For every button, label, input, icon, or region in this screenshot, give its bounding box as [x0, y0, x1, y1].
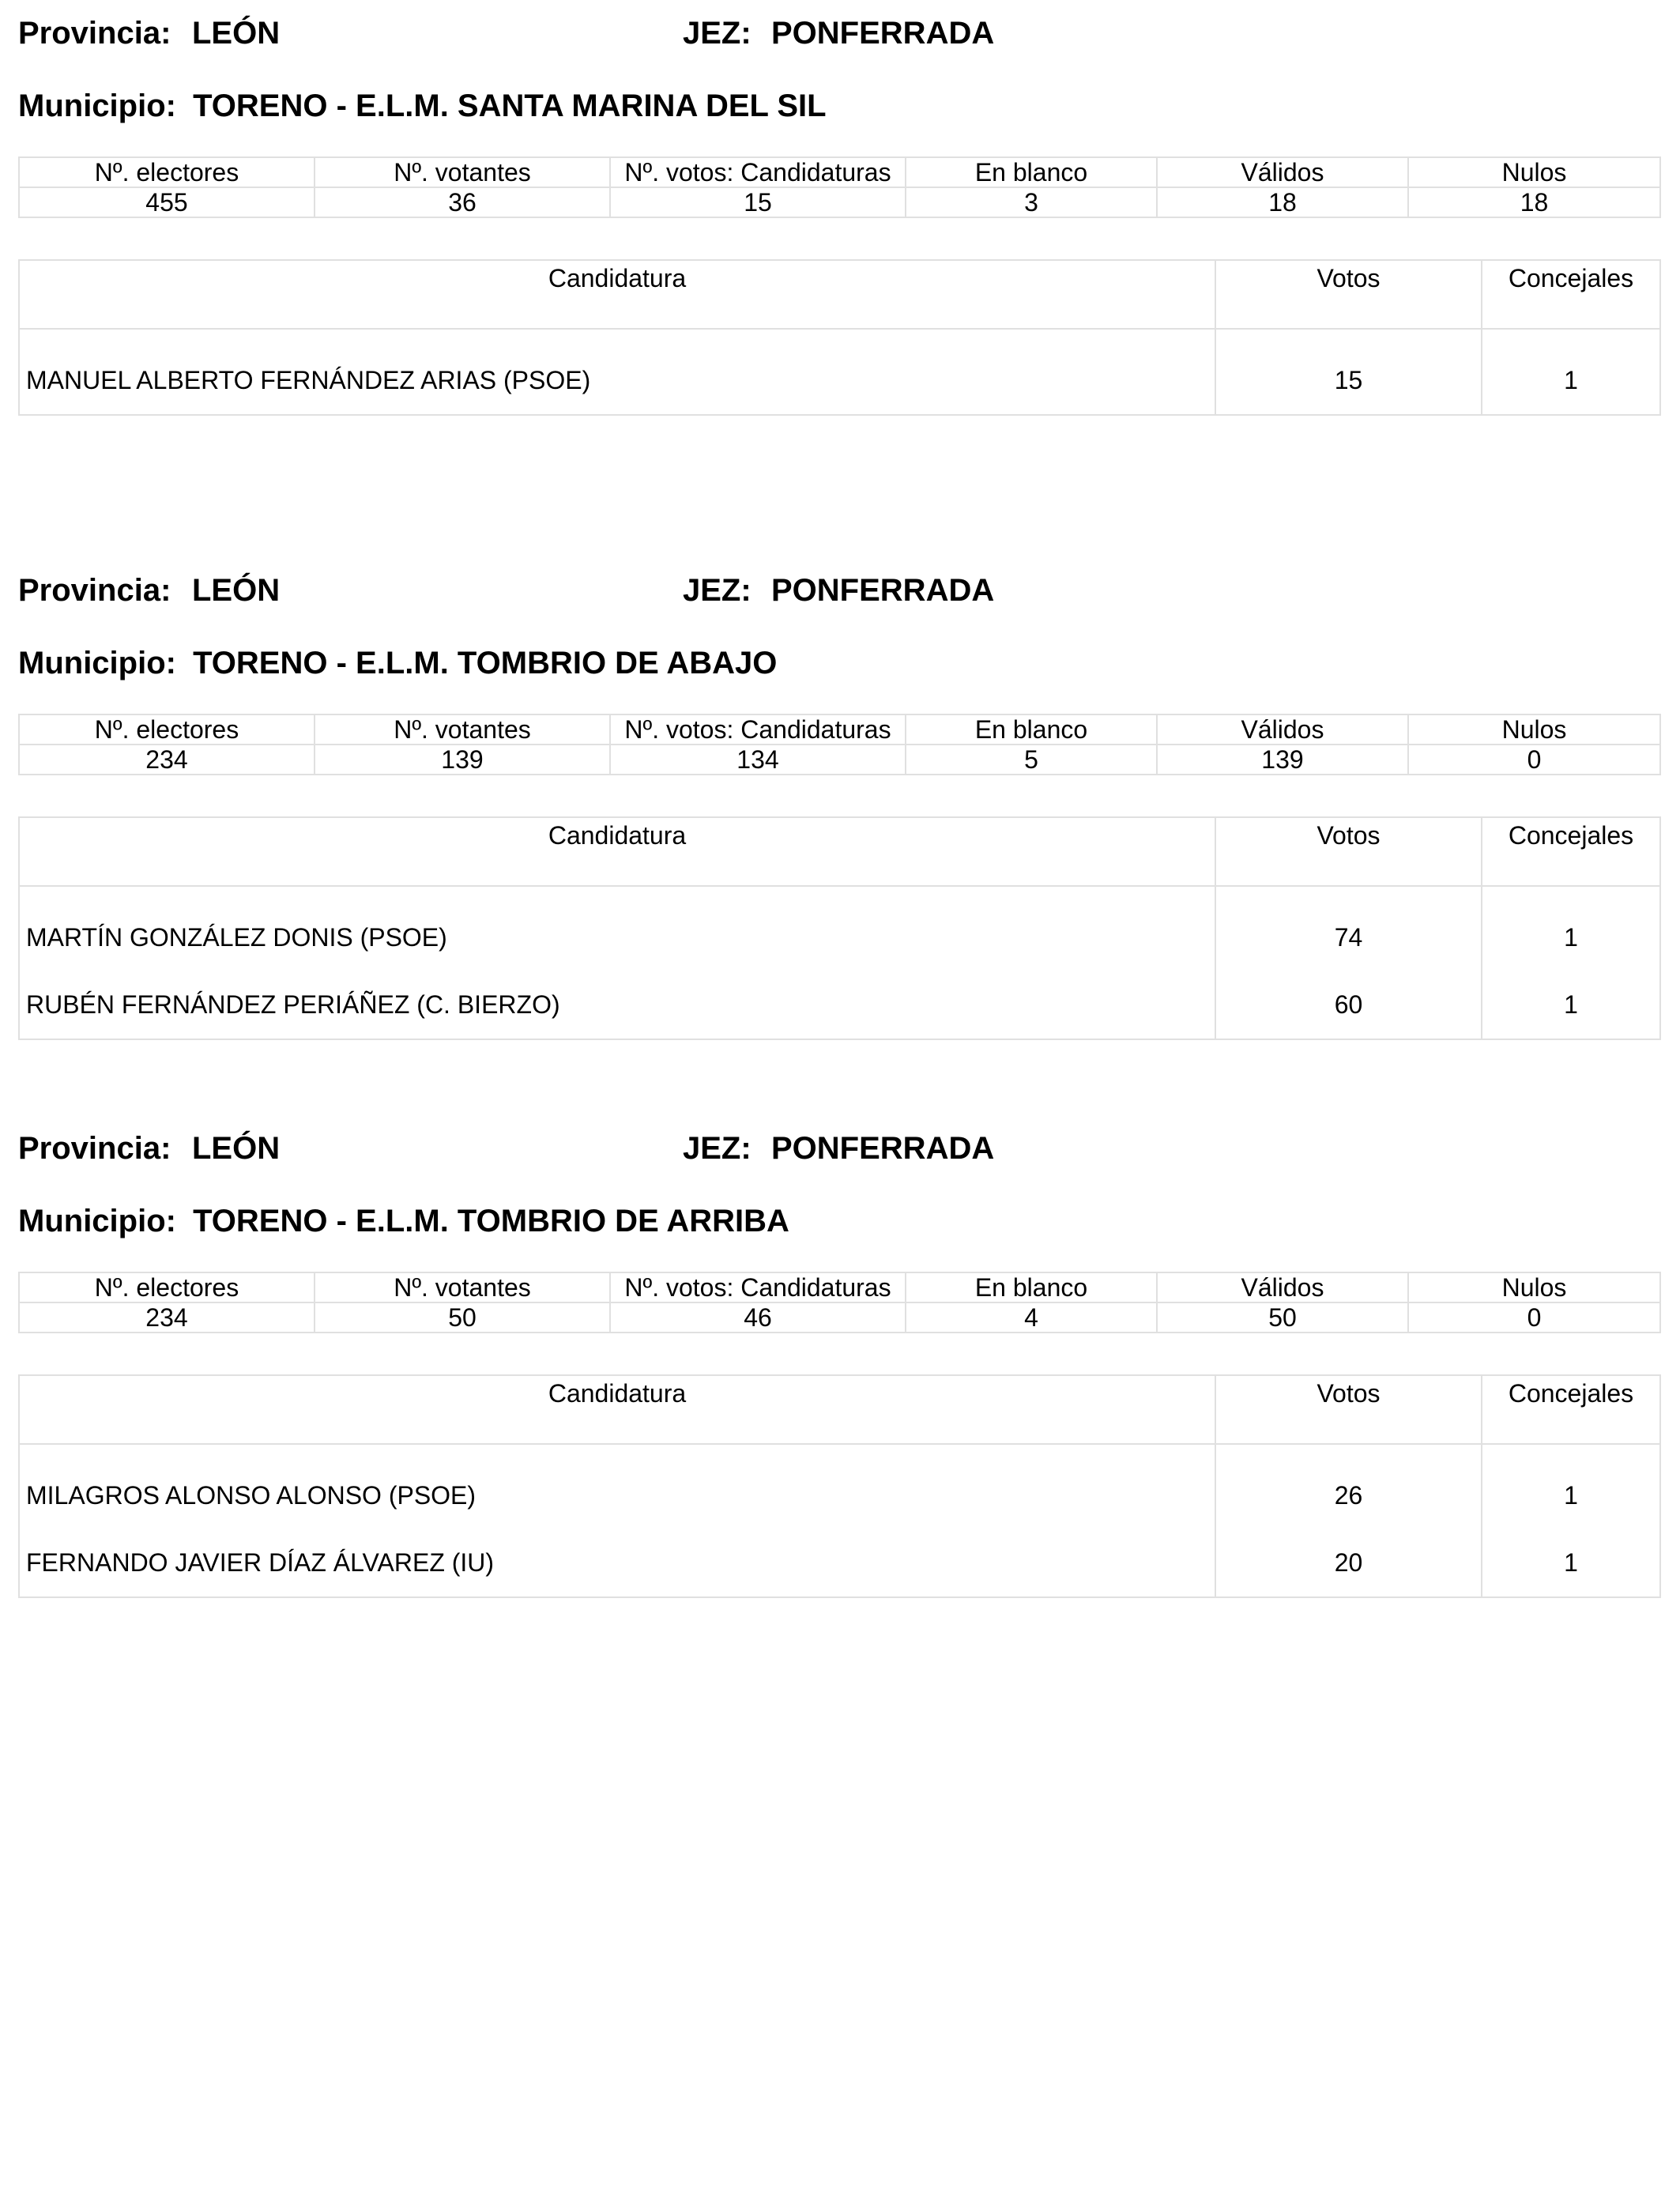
municipio-label: Municipio: — [18, 1204, 176, 1238]
candidate-concejales: 1 — [1482, 1444, 1660, 1529]
municipio-value: TORENO - E.L.M. TOMBRIO DE ARRIBA — [193, 1204, 789, 1238]
stats-header-candidaturas: Nº. votos: Candidaturas — [610, 157, 906, 187]
stats-value-row — [19, 745, 1660, 775]
stats-value-validos: 18 — [1157, 187, 1408, 217]
provincia-label: Provincia: — [18, 573, 171, 608]
provincia-value: LEÓN — [192, 573, 281, 608]
municipio-line — [18, 646, 777, 681]
candidate-row — [19, 1529, 1660, 1597]
candidate-votos: 74 — [1215, 886, 1482, 971]
stats-value-votantes: 50 — [315, 1302, 610, 1333]
provincia-label: Provincia: — [18, 16, 171, 51]
header-line — [18, 1131, 1659, 1178]
provincia-value: LEÓN — [192, 16, 281, 51]
stats-value-validos: 139 — [1157, 745, 1408, 775]
jez-value: PONFERRADA — [771, 573, 995, 608]
stats-value-votantes: 139 — [315, 745, 610, 775]
stats-value-blanco: 3 — [906, 187, 1157, 217]
stats-value-nulos: 0 — [1408, 1302, 1660, 1333]
stats-header-nulos: Nulos — [1408, 714, 1660, 745]
candidates-header-row — [19, 1375, 1660, 1444]
candidate-votos: 60 — [1215, 971, 1482, 1039]
jez-value: PONFERRADA — [771, 16, 995, 51]
votos-header: Votos — [1215, 260, 1482, 329]
stats-header-electores: Nº. electores — [19, 1272, 315, 1302]
municipio-value: TORENO - E.L.M. SANTA MARINA DEL SIL — [193, 89, 827, 123]
stats-value-candidaturas: 46 — [610, 1302, 906, 1333]
stats-header-row — [19, 714, 1660, 745]
stats-value-row — [19, 187, 1660, 217]
concejales-header: Concejales — [1482, 817, 1660, 886]
candidate-row — [19, 971, 1660, 1039]
stats-header-blanco: En blanco — [906, 157, 1157, 187]
stats-header-votantes: Nº. votantes — [315, 157, 610, 187]
municipio-label: Municipio: — [18, 646, 176, 680]
candidatura-header: Candidatura — [19, 260, 1215, 329]
stats-value-electores: 455 — [19, 187, 315, 217]
stats-header-row — [19, 1272, 1660, 1302]
candidate-concejales: 1 — [1482, 971, 1660, 1039]
stats-header-blanco: En blanco — [906, 714, 1157, 745]
stats-value-nulos: 0 — [1408, 745, 1660, 775]
jez-label: JEZ: — [683, 573, 751, 608]
concejales-header: Concejales — [1482, 260, 1660, 329]
votos-header: Votos — [1215, 817, 1482, 886]
provincia-label: Provincia: — [18, 1131, 171, 1166]
candidate-row — [19, 886, 1660, 971]
candidate-votos: 26 — [1215, 1444, 1482, 1529]
candidates-table — [18, 259, 1661, 416]
candidate-row — [19, 1444, 1660, 1529]
candidate-concejales: 1 — [1482, 886, 1660, 971]
header-line — [18, 573, 1659, 620]
stats-header-candidaturas: Nº. votos: Candidaturas — [610, 714, 906, 745]
stats-value-electores: 234 — [19, 745, 315, 775]
candidates-header-row — [19, 260, 1660, 329]
candidate-name: MILAGROS ALONSO ALONSO (PSOE) — [19, 1444, 1215, 1529]
stats-header-votantes: Nº. votantes — [315, 714, 610, 745]
stats-header-validos: Válidos — [1157, 1272, 1408, 1302]
stats-header-nulos: Nulos — [1408, 1272, 1660, 1302]
candidate-concejales: 1 — [1482, 329, 1660, 415]
candidate-name: MARTÍN GONZÁLEZ DONIS (PSOE) — [19, 886, 1215, 971]
provincia-value: LEÓN — [192, 1131, 281, 1166]
candidate-name: MANUEL ALBERTO FERNÁNDEZ ARIAS (PSOE) — [19, 329, 1215, 415]
stats-value-candidaturas: 15 — [610, 187, 906, 217]
municipio-line — [18, 89, 827, 124]
stats-value-electores: 234 — [19, 1302, 315, 1333]
stats-header-votantes: Nº. votantes — [315, 1272, 610, 1302]
header-line — [18, 16, 1659, 63]
candidate-votos: 20 — [1215, 1529, 1482, 1597]
municipio-line — [18, 1204, 789, 1239]
candidates-table — [18, 816, 1661, 1040]
stats-value-blanco: 5 — [906, 745, 1157, 775]
candidates-table — [18, 1374, 1661, 1598]
stats-table — [18, 1272, 1661, 1333]
stats-header-nulos: Nulos — [1408, 157, 1660, 187]
stats-table — [18, 156, 1661, 218]
stats-header-electores: Nº. electores — [19, 157, 315, 187]
stats-value-candidaturas: 134 — [610, 745, 906, 775]
concejales-header: Concejales — [1482, 1375, 1660, 1444]
stats-value-nulos: 18 — [1408, 187, 1660, 217]
candidate-name: RUBÉN FERNÁNDEZ PERIÁÑEZ (C. BIERZO) — [19, 971, 1215, 1039]
stats-header-blanco: En blanco — [906, 1272, 1157, 1302]
stats-header-validos: Válidos — [1157, 714, 1408, 745]
candidate-row — [19, 329, 1660, 415]
jez-label: JEZ: — [683, 1131, 751, 1166]
stats-header-row — [19, 157, 1660, 187]
votos-header: Votos — [1215, 1375, 1482, 1444]
jez-label: JEZ: — [683, 16, 751, 51]
stats-value-votantes: 36 — [315, 187, 610, 217]
stats-value-blanco: 4 — [906, 1302, 1157, 1333]
stats-table — [18, 714, 1661, 775]
candidate-votos: 15 — [1215, 329, 1482, 415]
stats-value-row — [19, 1302, 1660, 1333]
candidatura-header: Candidatura — [19, 1375, 1215, 1444]
candidate-concejales: 1 — [1482, 1529, 1660, 1597]
jez-value: PONFERRADA — [771, 1131, 995, 1166]
stats-header-electores: Nº. electores — [19, 714, 315, 745]
candidates-header-row — [19, 817, 1660, 886]
stats-header-candidaturas: Nº. votos: Candidaturas — [610, 1272, 906, 1302]
municipio-label: Municipio: — [18, 89, 176, 123]
candidatura-header: Candidatura — [19, 817, 1215, 886]
candidate-name: FERNANDO JAVIER DÍAZ ÁLVAREZ (IU) — [19, 1529, 1215, 1597]
municipio-value: TORENO - E.L.M. TOMBRIO DE ABAJO — [193, 646, 778, 680]
stats-value-validos: 50 — [1157, 1302, 1408, 1333]
stats-header-validos: Válidos — [1157, 157, 1408, 187]
